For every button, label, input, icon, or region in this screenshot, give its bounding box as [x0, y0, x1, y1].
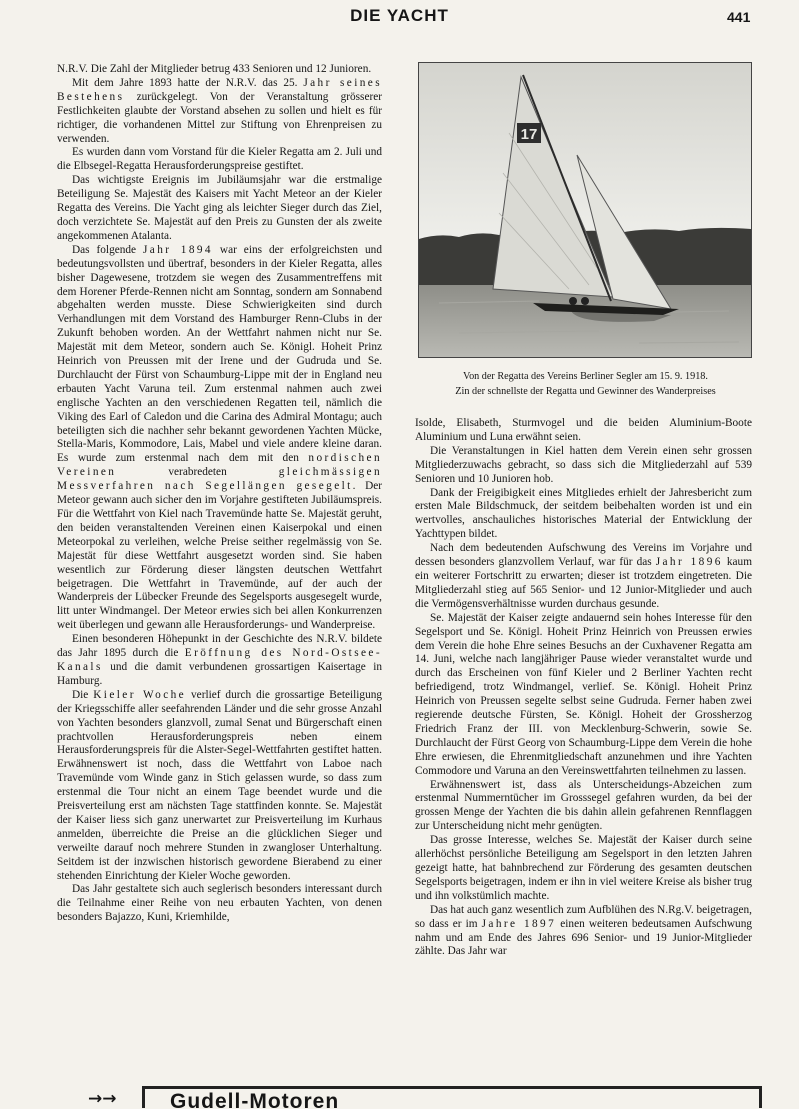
paragraph: Die Veranstaltungen in Kiel hatten dem Verein einen sehr grossen Mitgliederzuwachs gebracht, so dass sich die Mitgliederzahl auf 539 Senioren und 10 Junioren hob. [415, 444, 752, 485]
paragraph: Das Jahr gestaltete sich auch seglerisch besonders interessant durch die Teilnahme einer Reihe von neu erbauten Yachten, von denen besonders Bajazzo, Kuni, Kriemhilde, [57, 883, 382, 924]
left-column [57, 63, 382, 1078]
right-column [415, 417, 752, 1077]
paragraph: Das grosse Interesse, welches Se. Majestät der Kaiser durch seine allerhöchst persönliche Beteiligung am Segelsport in den letzten Jahren gezeigt hatte, hat bahnbrechend zur Förderung des gesamten deutschen Segelsports beigetragen, indem er ihn in viel weitere Kreise als bisher trug und ihn volkstümlich machte. [415, 834, 752, 902]
paragraph: Mit dem Jahre 1893 hatte der N.R.V. das 25. Jahr seines Bestehens zurückgelegt. Von der Veranstaltung grösserer Festlichkeiten glaubte der Vorstand absehen zu sollen und hielt es für richtiger, die vorhandenen Mittel zur Stiftung von Ehrenpreisen zu verwenden. [57, 76, 382, 145]
figure-caption [413, 369, 758, 399]
sail-number: 17 [520, 126, 538, 143]
paragraph: Es wurden dann vom Vorstand für die Kieler Regatta am 2. Juli und die Elbsegel-Regatta Herausforderungspreise gestiftet. [57, 146, 382, 173]
paragraph: N.R.V. Die Zahl der Mitglieder betrug 433 Senioren und 12 Junioren. [57, 63, 372, 75]
caption-line: Von der Regatta des Vereins Berliner Segler am 15. 9. 1918. [463, 371, 708, 382]
paragraph: Dank der Freigibigkeit eines Mitgliedes erhielt der Jahresbericht zum ersten Male Bildschmuck, der seitdem beibehalten worden ist und ein wertvolles, anschauliches historisches Material der Entwicklung der Yachttypen bildet. [415, 486, 752, 541]
advertisement-text: Gudell-Motoren [170, 1090, 340, 1108]
paragraph: Erwähnenswert ist, dass als Unterscheidungs-Abzeichen zum erstenmal Nummerntücher im Grosssegel gefahren wurden, da bei der grossen Menge der Yachten die bis dahin allein gefahrenen Rennflaggen zur Unterscheidung nicht mehr genügten. [415, 778, 752, 833]
paragraph: Se. Majestät der Kaiser zeigte andauernd sein hohes Interesse für den Segelsport und Se. Königl. Hoheit Prinz Heinrich von Preussen erwies dem Verein die hohe Ehre seines Besuchs an der Cuxhavener Regatta am 14. Juni, welche nach langjähriger Pause wieder veranstaltet wurde und durch das Erscheinen von fünf Kieler und 2 Berliner Yachten recht befriedigend, trotz Windmangel, verlief. Se. Königl. Hoheit Prinz Heinrich von Preussen segelte selbst seine Gudruda. Ferner haben zwei regierende deutsche Fürsten, Se. Königl. Hoheit der Grossherzog Friedrich Franz der III. von Mecklenburg-Schwerin, sowie Se. Durchlaucht der Fürst Georg von Schaumburg-Lippe dem Verein die hohe Ehre erwiesen, die Ehrenmitgliedschaft anzunehmen und ihre Yachten Commodore und Varuna an den Vereinswettfahrten teilnehmen zu lassen. [415, 611, 752, 777]
paragraph: Das wichtigste Ereignis im Jubiläumsjahr war die erstmalige Beteiligung Se. Majestät des Kaisers mit Yacht Meteor an der Kieler Regatta des Vereins. Die Yacht ging als leichter Sieger durch das Ziel, doch verzichtete Se. Majestät auf den Preis zu Gunsten der als zweite angekommenen Atalanta. [57, 174, 382, 242]
paragraph: Nach dem bedeutenden Aufschwung des Vereins im Vorjahre und dessen besonders glanzvollem Verlauf, war für das Jahr 1896 kaum ein weiterer Fortschritt zu erwarten; dieser ist trotzdem eingetreten. Die Mitgliederzahl stieg auf 565 Senior- und 12 Junior-Mitglieder und auch die Vermögensverhältnisse wurden durchaus gesunde. [415, 542, 752, 610]
paragraph: Isolde, Elisabeth, Sturmvogel und die beiden Aluminium-Boote Aluminium und Luna erwähnt seien. [415, 417, 752, 443]
paragraph: Die Kieler Woche verlief durch die grossartige Beteiligung der Kriegsschiffe aller seefahrenden Länder und die sehr grosse Anzahl von Yachten besonders glanzvoll, zumal Senat und Bürgerschaft einen prachtvollen Herausforderungspreis neben einem Herausforderungspreis für die Alster-Segel-Wettfahrten gestiftet hatten. Erwähnenswert ist noch, dass die Wettfahrt von Laboe nach Travemünde vom Winde ganz in Stich gelassen wurde, so dass zum erstenmal die Tour nicht an einem Tage beendet wurde und die Preisverteilung erst am nächsten Tage stattfinden konnte. Se. Majestät der Kaiser liess sich ganz unerwartet zur Preisverteilung im Kurhaus anmelden, überreichte die Preise an die glücklichen Sieger und verweilte darauf noch mehrere Stunden in zwangloser Unterhaltung. Seitdem ist der inzwischen historisch gewordene Bierabend zu einer stehenden Einrichtung der Kieler Woche geworden. [57, 688, 382, 882]
caption-line: Zin der schnellste der Regatta und Gewinner des Wanderpreises [455, 386, 716, 397]
paragraph: Einen besonderen Höhepunkt in der Geschichte des N.R.V. bildete das Jahr 1895 durch die Eröffnung des Nord-Ostsee-Kanals und die damit verbundenen grossartigen Kaisertage in Hamburg. [57, 633, 382, 687]
page-number: 441 [727, 9, 751, 25]
arrows-icon: →→ [88, 1089, 117, 1109]
sailboat-photo [418, 62, 752, 358]
page-header-title: DIE YACHT [350, 6, 449, 25]
advertisement-box [142, 1086, 762, 1108]
paragraph: Das hat auch ganz wesentlich zum Aufblühen des N.Rg.V. beigetragen, so dass er im Jahre 1897 einen weiteren bedeutsamen Aufschwung nahm und am Ende des Jahres 696 Senior- und 19 Junior-Mitglieder zählte. Das Jahr war [415, 903, 752, 958]
paragraph: Das folgende Jahr 1894 war eins der erfolgreichsten und bedeutungsvollsten und übertraf, besonders in der Kieler Regatta, alles bisher Dagewesene, trotzdem sie wegen des Zusammentreffens mit dem Horener Pferde-Rennen nicht am Sonntag, sondern am Sonnabend abgehalten werden musste. Diese Schwierigkeiten sind durch Verhandlungen mit dem Vorstand des Hamburger Renn-Clubs in der Zukunft behoben worden. An der Wettfahrt nahmen nicht nur Se. Majestät mit dem Meteor, sondern auch Se. Königl. Hoheit Prinz Heinrich von Preussen mit der Irene und der Gudruda und Se. Durchlaucht der Fürst von Schaumburg-Lippe mit der in England neu erbauten Yacht Varuna teil. Zum erstenmal nahmen auch zwei englische Yachten an den verschiedenen Regatten teil, nämlich die Viking des Earl of Caledon und die Carina des Admiral Montagu; auch beteiligten sich die nachher sehr bekannt gewordenen Yachten Mücke, Stella-Maris, Kommodore, Lais, Mabel und viele andere kleine daran. Es wurde zum erstenmal nach dem mit den nordischen Vereinen verabredeten gleichmässigen Messverfahren nach Segellängen gesegelt. Der Meteor gewann auch sicher den im Vorjahre gestifteten Jubiläumspreis. Für die Wettfahrt von Kiel nach Travemünde hatte Se. Majestät geruht, den beiden veranstaltenden Vereinen einen Kaiserpokal und einen Meteorpokal zu verleihen, welche Preise seither regelmässig von Se. Majestät für diese Wettfahrt ausgesetzt worden sind. Sie haben wesentlich zur Förderung dieser längsten deutschen Wettfahrt beigetragen. Die Wettfahrt in Travemünde, auf der auch der Wanderpreis der Lübecker Freunde des Segelsports ausgesegelt wurde, litt unter Windmangel. Der Meteor erwies sich bei allen Konkurrenzen weit überlegen und gewann alle Herausforderungs- und Wanderpreise. [57, 243, 382, 632]
